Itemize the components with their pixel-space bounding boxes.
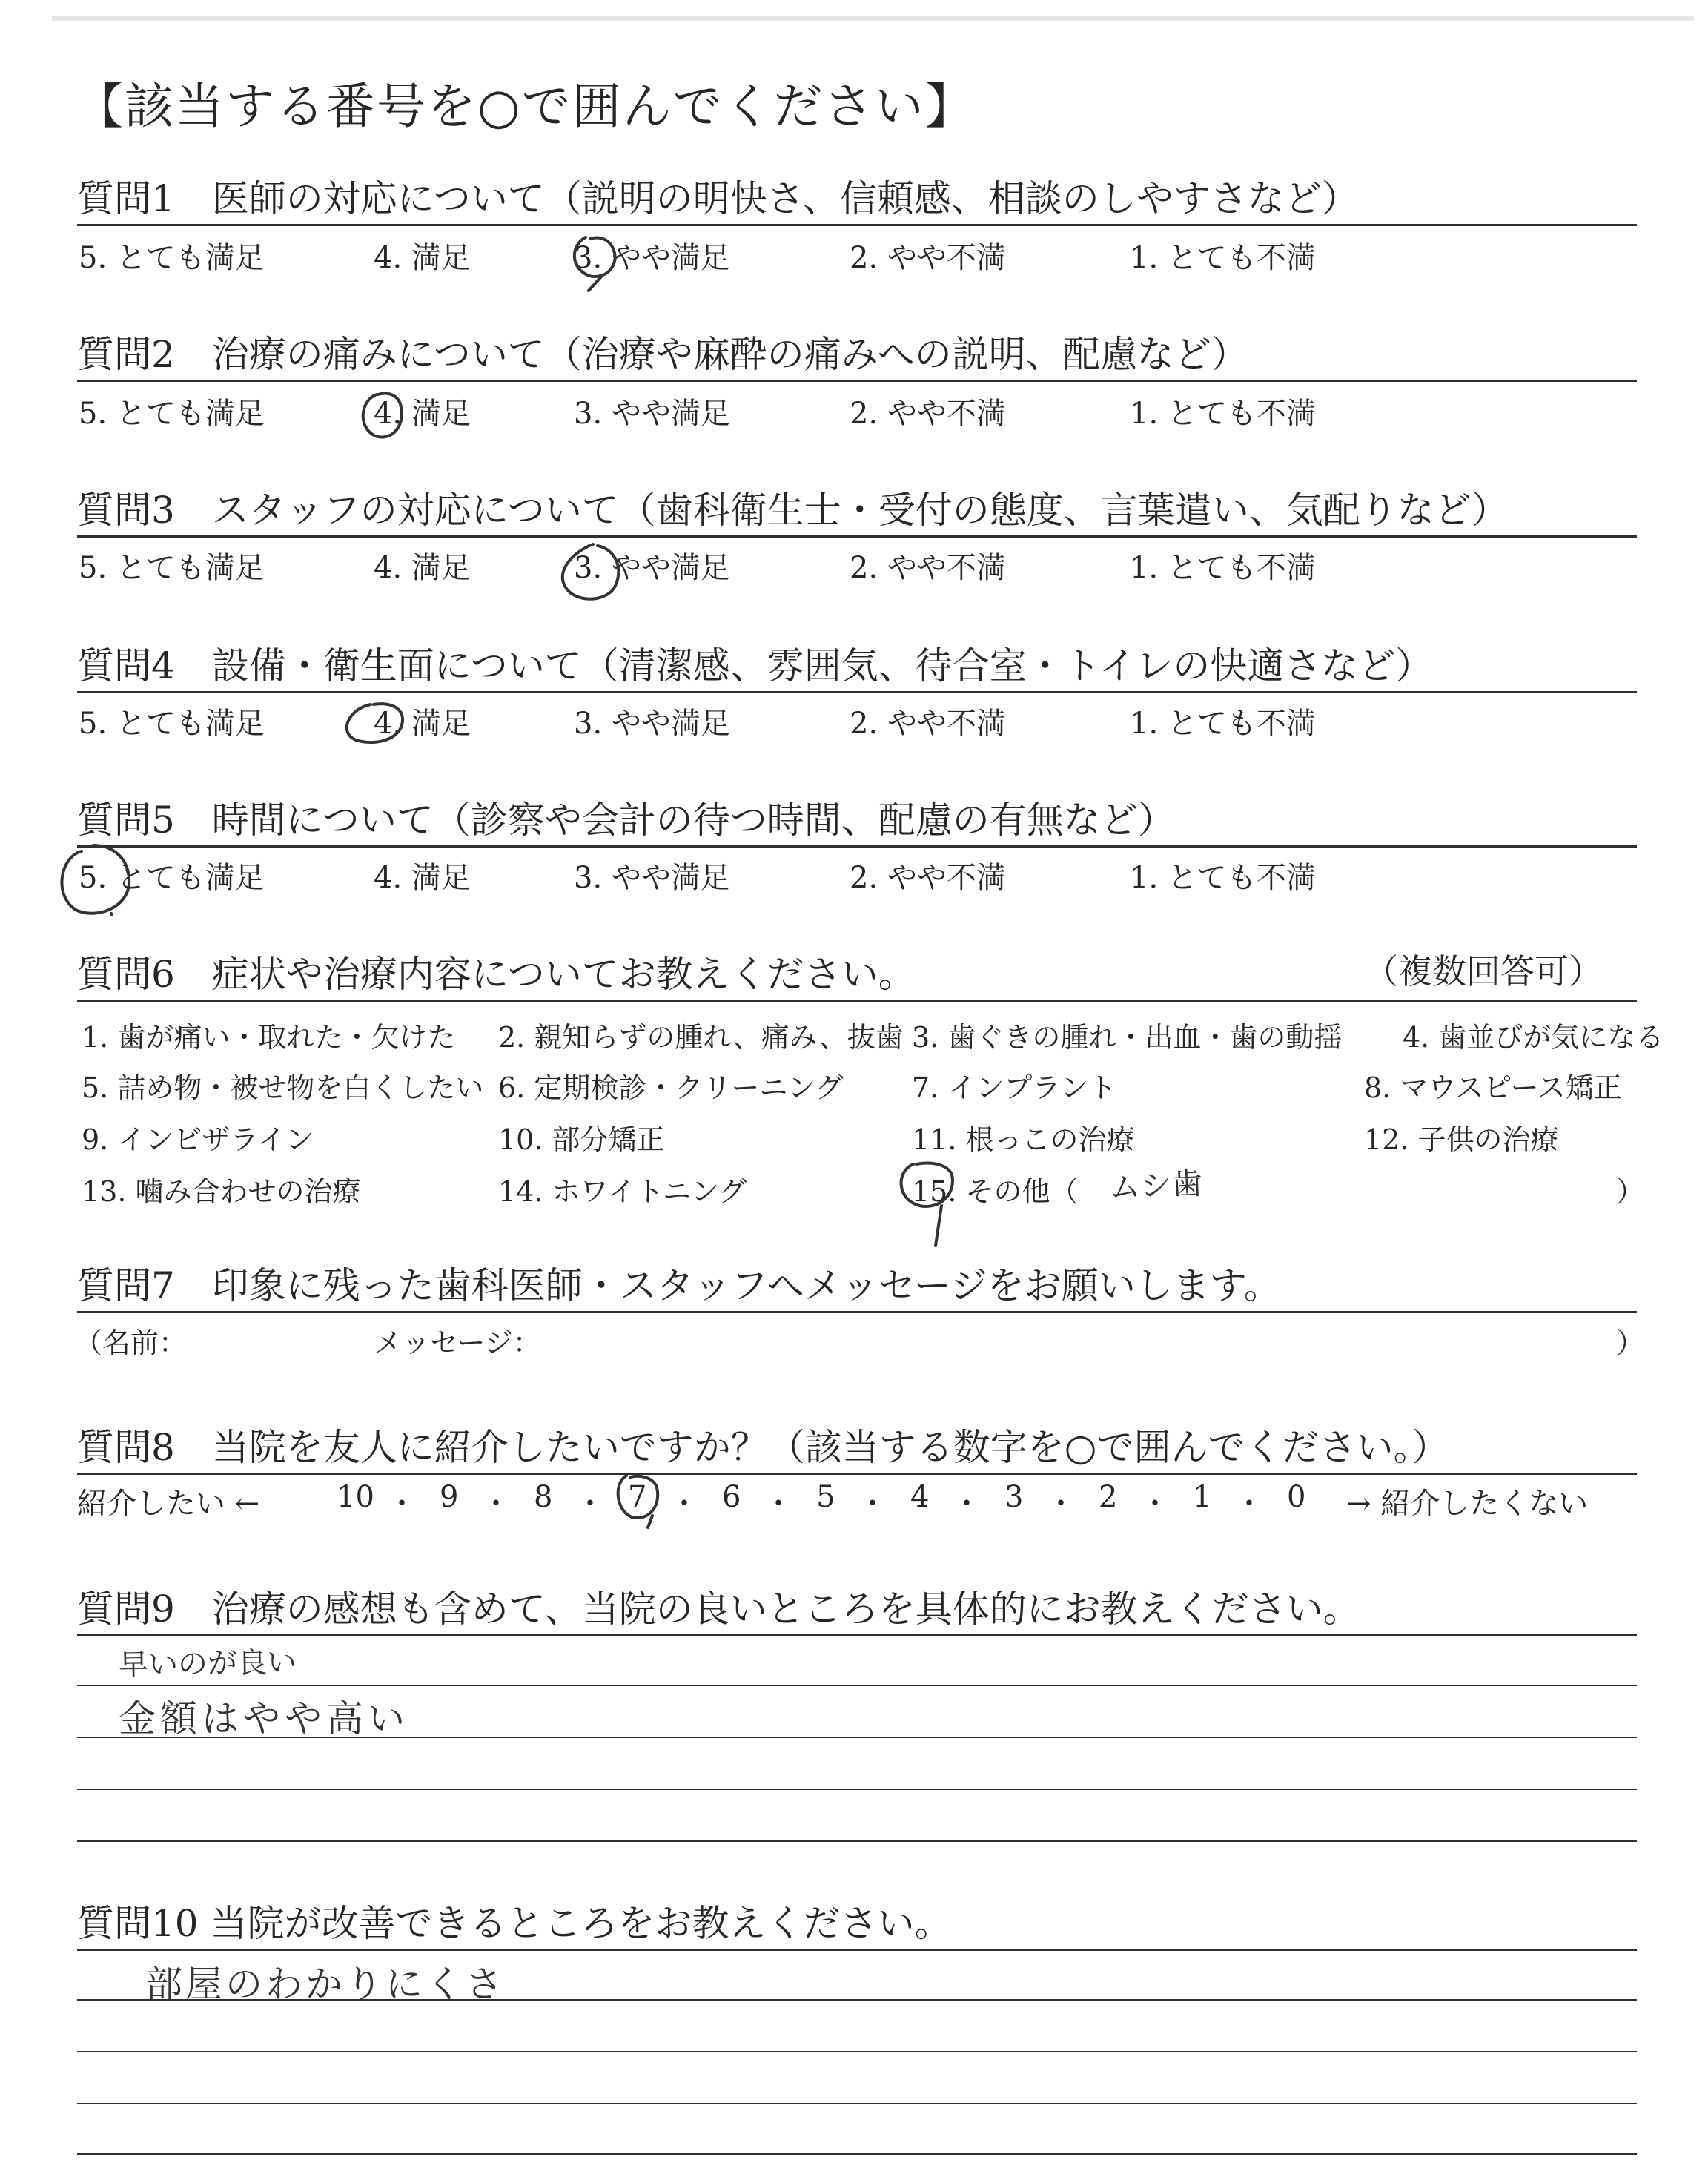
form-heading: 【該当する番号を○で囲んでください】 (74, 78, 976, 135)
q2-option-2[interactable]: 2. やや不満 (850, 397, 1006, 431)
q9-title: 質問9 治療の感想も含めて、当院の良いところを具体的にお教えください。 (77, 1588, 1360, 1631)
q6-title: 質問6 症状や治療内容についてお教えください。 (77, 953, 916, 996)
q8-scale-5[interactable]: 5 (816, 1480, 835, 1514)
q6-rule (77, 1000, 1637, 1002)
q7-close: ） (1616, 1327, 1645, 1359)
q9-rule-5 (77, 1840, 1637, 1842)
q7-title: 質問7 印象に残った歯科医師・スタッフへメッセージをお願いします。 (77, 1264, 1281, 1307)
q1-option-4[interactable]: 4. 満足 (374, 241, 471, 275)
q3-title: 質問3 スタッフの対応について（歯科衛生士・受付の態度、言葉遣い、気配りなど） (77, 489, 1509, 532)
q8-scale-6[interactable]: 6 (722, 1480, 741, 1514)
q3-rule (77, 535, 1637, 538)
q8-rule (77, 1473, 1637, 1475)
q10-title: 質問10 当院が改善できるところをお教えください。 (77, 1902, 952, 1945)
q8-scale-1[interactable]: 1 (1193, 1480, 1212, 1514)
q4-option-1[interactable]: 1. とても不満 (1130, 707, 1316, 741)
q9-rule-1 (77, 1634, 1637, 1636)
q4-rule (77, 691, 1637, 693)
q8-scale-10[interactable]: 10 (337, 1480, 374, 1514)
q10-rule-1 (77, 1949, 1637, 1951)
q2-rule (77, 380, 1637, 382)
q1-rule (77, 224, 1637, 226)
q6-other-handwritten: ムシ歯 (1108, 1164, 1204, 1206)
q10-answer-1: 部屋のわかりにくさ (145, 1963, 506, 2006)
q8-scale-separator: ・ (669, 1487, 699, 1521)
scan-top-edge (52, 16, 1694, 21)
q8-scale-separator: ・ (1234, 1487, 1264, 1521)
q8-scale-8[interactable]: 8 (534, 1480, 553, 1514)
q8-scale-7[interactable]: 7 (628, 1480, 647, 1514)
q6-item-13[interactable]: 13. 噛み合わせの治療 (82, 1175, 361, 1208)
q5-title: 質問5 時間について（診察や会計の待つ時間、配慮の有無など） (77, 799, 1175, 842)
q3-option-2[interactable]: 2. やや不満 (850, 551, 1006, 585)
q4-option-2[interactable]: 2. やや不満 (850, 707, 1006, 741)
q6-item-1[interactable]: 1. 歯が痛い・取れた・欠けた (82, 1021, 456, 1054)
q8-scale-separator: ・ (858, 1487, 887, 1521)
q6-item-5[interactable]: 5. 詰め物・被せ物を白くしたい (82, 1071, 484, 1104)
q10-rule-4 (77, 2103, 1637, 2104)
q6-other-close: ） (1616, 1175, 1645, 1208)
q5-option-2[interactable]: 2. やや不満 (850, 861, 1006, 895)
q6-item-9[interactable]: 9. インビザライン (82, 1123, 314, 1156)
q6-item-8[interactable]: 8. マウスピース矯正 (1364, 1071, 1622, 1104)
q4-title: 質問4 設備・衛生面について（清潔感、雰囲気、待合室・トイレの快適さなど） (77, 644, 1433, 687)
q5-option-5[interactable]: 5. とても満足 (79, 861, 265, 895)
q3-option-5[interactable]: 5. とても満足 (79, 551, 265, 585)
q8-title: 質問8 当院を友人に紹介したいですか？（該当する数字を○で囲んでください。） (77, 1426, 1449, 1469)
q9-answer-2: 金額はやや高い (119, 1697, 409, 1740)
q2-title: 質問2 治療の痛みについて（治療や麻酔の痛みへの説明、配慮など） (77, 333, 1248, 376)
q9-rule-2 (77, 1685, 1637, 1686)
q8-scale-separator: ・ (952, 1487, 982, 1521)
q6-item-3[interactable]: 3. 歯ぐきの腫れ・出血・歯の動揺 (912, 1021, 1343, 1054)
q10-rule-3 (77, 2051, 1637, 2052)
q4-option-3[interactable]: 3. やや満足 (574, 707, 730, 741)
q9-rule-4 (77, 1789, 1637, 1790)
q8-scale-9[interactable]: 9 (440, 1480, 459, 1514)
q6-item-6[interactable]: 6. 定期検診・クリーニング (498, 1071, 844, 1104)
q6-item-10[interactable]: 10. 部分矯正 (498, 1123, 665, 1156)
q8-scale-4[interactable]: 4 (910, 1480, 930, 1514)
q8-scale-separator: ・ (1046, 1487, 1076, 1521)
q3-option-4[interactable]: 4. 満足 (374, 551, 471, 585)
q2-option-3[interactable]: 3. やや満足 (574, 397, 730, 431)
q6-item-11[interactable]: 11. 根っこの治療 (912, 1123, 1135, 1156)
q8-scale-2[interactable]: 2 (1099, 1480, 1118, 1514)
q6-item-14[interactable]: 14. ホワイトニング (498, 1175, 747, 1208)
q4-option-4[interactable]: 4. 満足 (374, 707, 471, 741)
q9-answer-1: 早いのが良い (118, 1645, 297, 1683)
q7-name-label: （名前： (74, 1327, 188, 1359)
q6-item-4[interactable]: 4. 歯並びが気になる (1403, 1021, 1664, 1054)
q2-option-4[interactable]: 4. 満足 (374, 397, 471, 431)
q5-option-3[interactable]: 3. やや満足 (574, 861, 730, 895)
q8-scale-0[interactable]: 0 (1287, 1480, 1306, 1514)
q7-message-label: メッセージ： (374, 1327, 541, 1359)
q6-item-2[interactable]: 2. 親知らずの腫れ、痛み、抜歯 (498, 1021, 904, 1054)
q2-option-5[interactable]: 5. とても満足 (79, 397, 265, 431)
q1-option-2[interactable]: 2. やや不満 (850, 241, 1006, 275)
q6-multiple-note: （複数回答可） (1364, 951, 1603, 991)
q1-option-5[interactable]: 5. とても満足 (79, 241, 265, 275)
q1-title: 質問1 医師の対応について（説明の明快さ、信頼感、相談のしやすさなど） (77, 177, 1359, 220)
q8-scale-separator: ・ (481, 1487, 511, 1521)
q1-option-3[interactable]: 3. やや満足 (574, 241, 730, 275)
q6-item-15[interactable]: 15. その他（ (912, 1175, 1079, 1208)
q8-scale-separator: ・ (764, 1487, 793, 1521)
q1-option-1[interactable]: 1. とても不満 (1130, 241, 1316, 275)
q3-option-1[interactable]: 1. とても不満 (1130, 551, 1316, 585)
q6-item-12[interactable]: 12. 子供の治療 (1364, 1123, 1559, 1156)
q5-option-4[interactable]: 4. 満足 (374, 861, 471, 895)
q5-rule (77, 845, 1637, 848)
q2-option-1[interactable]: 1. とても不満 (1130, 397, 1316, 431)
q3-option-3[interactable]: 3. やや満足 (574, 551, 730, 585)
q8-right-label: → 紹介したくない (1346, 1487, 1589, 1521)
q8-scale-separator: ・ (575, 1487, 605, 1521)
q8-left-label: 紹介したい ← (77, 1487, 260, 1521)
q10-rule-5 (77, 2153, 1637, 2155)
q7-rule (77, 1311, 1637, 1313)
q8-scale-separator: ・ (387, 1487, 417, 1521)
q4-option-5[interactable]: 5. とても満足 (79, 707, 265, 741)
q8-scale-3[interactable]: 3 (1004, 1480, 1024, 1514)
q5-option-1[interactable]: 1. とても不満 (1130, 861, 1316, 895)
q6-item-7[interactable]: 7. インプラント (912, 1071, 1117, 1104)
q8-scale-separator: ・ (1140, 1487, 1170, 1521)
